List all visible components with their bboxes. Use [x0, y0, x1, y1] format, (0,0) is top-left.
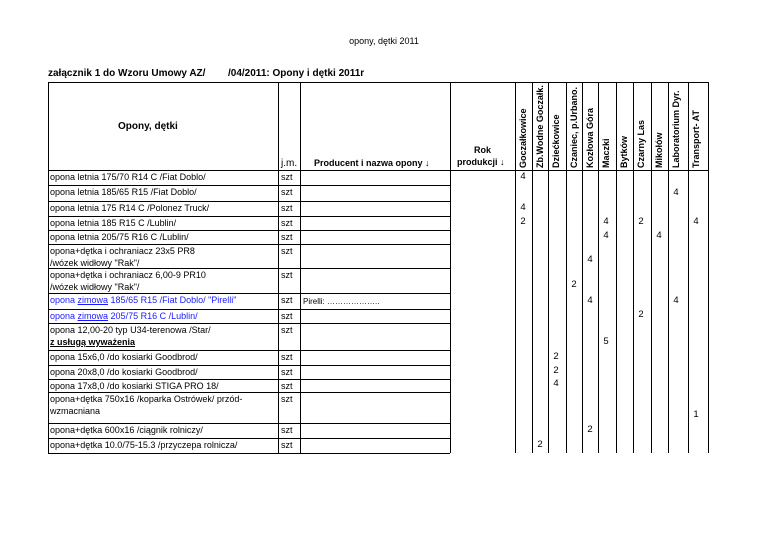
- location-header: Dziećkowice: [551, 114, 561, 168]
- quantity-cell: 4: [656, 230, 662, 241]
- unit-cell: szt: [281, 203, 293, 213]
- quantity-cell: 2: [587, 424, 593, 435]
- product-name: wzmacniana: [50, 405, 101, 416]
- product-column-header: Opony, dętki: [118, 121, 178, 132]
- quantity-cell: 4: [553, 378, 559, 389]
- unit-cell: szt: [281, 381, 293, 391]
- grid-hline: [48, 185, 450, 186]
- unit-cell: szt: [281, 295, 293, 305]
- grid-hline: [48, 323, 450, 324]
- unit-cell: szt: [281, 172, 293, 182]
- location-header: Mikołów: [654, 132, 664, 168]
- grid-hline: [48, 438, 450, 439]
- quantity-cell: 1: [693, 409, 699, 420]
- quantity-cell: 4: [587, 254, 593, 265]
- product-name: opona letnia 185 R15 C /Lublin/: [50, 218, 177, 228]
- grid-hline: [48, 293, 450, 294]
- product-name: /wózek widłowy "Rak"/: [50, 281, 140, 292]
- unit-cell: szt: [281, 425, 293, 435]
- grid-vline: [598, 82, 599, 453]
- grid-hline: [48, 244, 450, 245]
- grid-hline: [48, 423, 450, 424]
- grid-vline: [633, 82, 634, 453]
- location-header: Zb.Wodne Goczałk.: [535, 85, 545, 168]
- document-title: /04/2011: Opony i dętki 2011r: [228, 68, 365, 79]
- year-column-header-line2: produkcji ↓: [457, 157, 505, 167]
- year-column-header: Rok: [474, 145, 492, 155]
- grid-vline: [532, 82, 533, 453]
- grid-hline: [48, 379, 450, 380]
- location-header: Czarny Las: [636, 119, 646, 168]
- quantity-cell: 5: [603, 336, 609, 347]
- location-header: Maczki: [601, 138, 611, 168]
- product-name: opona zimowa 205/75 R16 C /Lublin/: [50, 311, 198, 321]
- product-name: opona+dętka 10.0/75-15.3 /przyczepa rolnicza/: [50, 440, 238, 450]
- grid-vline: [708, 82, 709, 453]
- grid-hline: [48, 309, 450, 310]
- product-name: opona+dętka 600x16 /ciągnik rolniczy/: [50, 425, 203, 435]
- product-name: opona 17x8,0 /do kosiarki STIGA PRO 18/: [50, 381, 219, 391]
- grid-vline: [651, 82, 652, 453]
- grid-hline: [48, 201, 450, 202]
- grid-vline: [450, 82, 451, 453]
- product-name: opona 20x8,0 /do kosiarki Goodbrod/: [50, 367, 198, 377]
- product-name: opona+dętka i ochraniacz 6,00-9 PR10: [50, 270, 206, 280]
- product-name: opona letnia 175 R14 C /Polonez Truck/: [50, 203, 210, 213]
- product-name: opona letnia 175/70 R14 C /Fiat Doblo/: [50, 172, 206, 182]
- location-header: Goczałkowice: [518, 108, 528, 168]
- grid-vline: [548, 82, 549, 453]
- grid-hline: [48, 365, 450, 366]
- product-name: z usługą wyważenia: [50, 336, 136, 347]
- unit-cell: szt: [281, 187, 293, 197]
- location-header: Bytków: [619, 135, 629, 168]
- grid-vline: [515, 82, 516, 453]
- location-header: Czaniec, p.Urbano.: [569, 86, 579, 168]
- quantity-cell: 4: [673, 295, 679, 306]
- quantity-cell: 4: [603, 216, 609, 227]
- winter-word: zimowa: [77, 295, 109, 305]
- grid-vline: [566, 82, 567, 453]
- grid-vline: [688, 82, 689, 453]
- quantity-cell: 4: [693, 216, 699, 227]
- grid-hline: [48, 170, 450, 171]
- product-name: opona+dętka i ochraniacz 23x5 PR8: [50, 246, 195, 256]
- quantity-cell: 4: [673, 187, 679, 198]
- quantity-cell: 2: [553, 365, 559, 376]
- attachment-label: załącznik 1 do Wzoru Umowy AZ/: [48, 68, 206, 79]
- unit-cell: szt: [281, 440, 293, 450]
- unit-cell: szt: [281, 218, 293, 228]
- grid-vline: [582, 82, 583, 453]
- location-header: Transport- AT: [691, 110, 701, 168]
- grid-hline: [48, 350, 450, 351]
- grid-hline: [48, 230, 450, 231]
- grid-hline: [48, 392, 450, 393]
- winter-word: zimowa: [77, 311, 109, 321]
- product-name: opona 15x6,0 /do kosiarki Goodbrod/: [50, 352, 198, 362]
- producer-column-header: Producent i nazwa opony ↓: [314, 158, 430, 168]
- unit-cell: szt: [281, 352, 293, 362]
- product-name: opona zimowa 185/65 R15 /Fiat Doblo/ "Pirelli": [50, 295, 237, 305]
- quantity-cell: 4: [603, 230, 609, 241]
- quantity-cell: 2: [638, 309, 644, 320]
- unit-cell: szt: [281, 311, 293, 321]
- unit-column-header: j.m.: [281, 158, 298, 169]
- product-name: opona+dętka 750x16 /koparka Ostrówek/ przód-: [50, 394, 243, 404]
- grid-hline: [48, 453, 450, 454]
- product-name: opona letnia 185/65 R15 /Fiat Doblo/: [50, 187, 197, 197]
- page-title: opony, dętki 2011: [349, 36, 419, 46]
- unit-cell: szt: [281, 367, 293, 377]
- grid-hline: [48, 216, 450, 217]
- grid-vline: [668, 82, 669, 453]
- grid-vline: [616, 82, 617, 453]
- quantity-cell: 4: [520, 171, 526, 182]
- quantity-cell: 2: [553, 351, 559, 362]
- quantity-cell: 4: [587, 295, 593, 306]
- unit-cell: szt: [281, 232, 293, 242]
- producer-cell: Pirelli: ………………..: [303, 297, 380, 306]
- quantity-cell: 2: [537, 439, 543, 450]
- unit-cell: szt: [281, 270, 293, 280]
- quantity-cell: 4: [520, 202, 526, 213]
- product-name: opona letnia 205/75 R16 C /Lublin/: [50, 232, 189, 242]
- location-header: Laboratorium Dyr.: [671, 90, 681, 168]
- location-header: Kozłowa Góra: [585, 107, 595, 168]
- quantity-cell: 2: [638, 216, 644, 227]
- quantity-cell: 2: [520, 216, 526, 227]
- product-name: /wózek widłowy "Rak"/: [50, 257, 140, 268]
- product-name: opona 12,00-20 typ U34-terenowa /Star/: [50, 325, 211, 335]
- unit-cell: szt: [281, 246, 293, 256]
- quantity-cell: 2: [571, 279, 577, 290]
- grid-hline: [48, 82, 708, 83]
- unit-cell: szt: [281, 394, 293, 404]
- unit-cell: szt: [281, 325, 293, 335]
